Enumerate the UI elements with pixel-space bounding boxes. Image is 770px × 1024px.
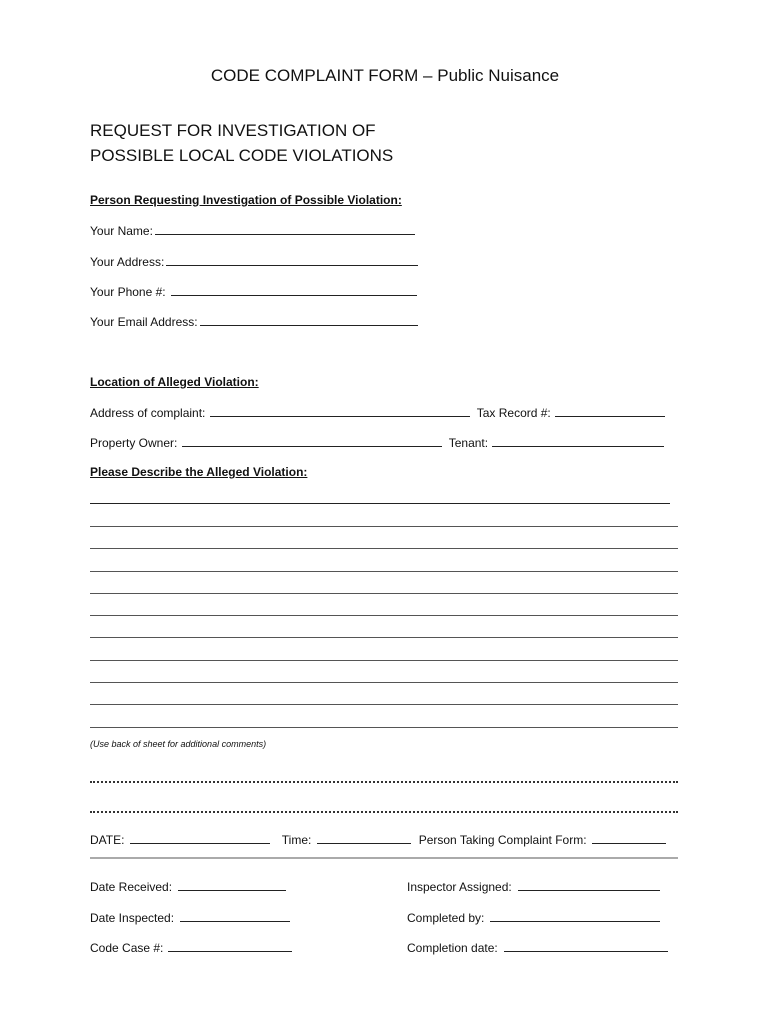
description-line-2[interactable] [90,526,678,527]
inspector-assigned-row [407,879,660,894]
your-email-row [90,314,418,329]
your-name-label: Your Name: [90,224,153,238]
your-address-field[interactable] [166,254,418,266]
date-received-field[interactable] [178,879,286,891]
inspector-assigned-label: Inspector Assigned: [407,880,512,894]
date-received-label: Date Received: [90,880,173,894]
your-phone-row [90,284,417,299]
date-field[interactable] [130,832,270,844]
tax-record-label: Tax Record #: [476,406,551,420]
completion-date-field[interactable] [504,940,668,952]
your-name-row [90,223,415,238]
comment-dotted-line-1[interactable] [90,781,678,783]
date-label: DATE: [90,833,125,847]
code-case-field[interactable] [168,940,292,952]
description-line-8[interactable] [90,660,678,661]
time-field[interactable] [317,832,411,844]
description-line-3[interactable] [90,548,678,549]
section-divider [90,857,678,859]
description-line-6[interactable] [90,615,678,616]
description-line-5[interactable] [90,593,678,594]
complaint-address-field[interactable] [210,405,470,417]
time-label: Time: [281,833,312,847]
location-section-label: Location of Alleged Violation: [90,375,259,389]
intake-row [90,832,666,847]
form-title: CODE COMPLAINT FORM – Public Nuisance [210,66,560,85]
description-line-7[interactable] [90,637,678,638]
property-owner-label: Property Owner: [90,436,178,450]
completion-date-label: Completion date: [407,941,498,955]
property-owner-row [90,435,664,450]
date-inspected-label: Date Inspected: [90,911,175,925]
inspector-assigned-field[interactable] [518,879,660,891]
tenant-field[interactable] [492,435,664,447]
description-line-11[interactable] [90,727,678,728]
date-received-row [90,879,286,894]
completed-by-row [407,910,660,925]
your-email-field[interactable] [200,314,418,326]
your-email-label: Your Email Address: [90,315,198,329]
tax-record-field[interactable] [555,405,665,417]
requester-section-label: Person Requesting Investigation of Possible Violation: [90,193,402,207]
description-line-10[interactable] [90,704,678,705]
completed-by-field[interactable] [490,910,660,922]
complaint-address-label: Address of complaint: [90,406,206,420]
date-inspected-field[interactable] [180,910,290,922]
tenant-label: Tenant: [448,436,489,450]
form-heading-line2: POSSIBLE LOCAL CODE VIOLATIONS [90,146,394,165]
your-address-label: Your Address: [90,255,165,269]
complaint-taker-label: Person Taking Complaint Form: [418,833,587,847]
completed-by-label: Completed by: [407,911,485,925]
comment-dotted-line-2[interactable] [90,811,678,813]
description-line-9[interactable] [90,682,678,683]
description-section-label: Please Describe the Alleged Violation: [90,465,308,479]
complaint-taker-field[interactable] [592,832,666,844]
code-case-label: Code Case #: [90,941,164,955]
code-case-row [90,940,292,955]
form-heading-line1: REQUEST FOR INVESTIGATION OF [90,121,376,140]
your-address-row [90,254,418,269]
your-phone-label: Your Phone #: [90,285,166,299]
additional-comments-note: (Use back of sheet for additional comments) [90,739,267,749]
description-line-1[interactable] [90,503,670,504]
date-inspected-row [90,910,290,925]
description-line-4[interactable] [90,571,678,572]
property-owner-field[interactable] [182,435,442,447]
complaint-address-row [90,405,665,420]
completion-date-row [407,940,668,955]
your-name-field[interactable] [155,223,415,235]
your-phone-field[interactable] [171,284,417,296]
